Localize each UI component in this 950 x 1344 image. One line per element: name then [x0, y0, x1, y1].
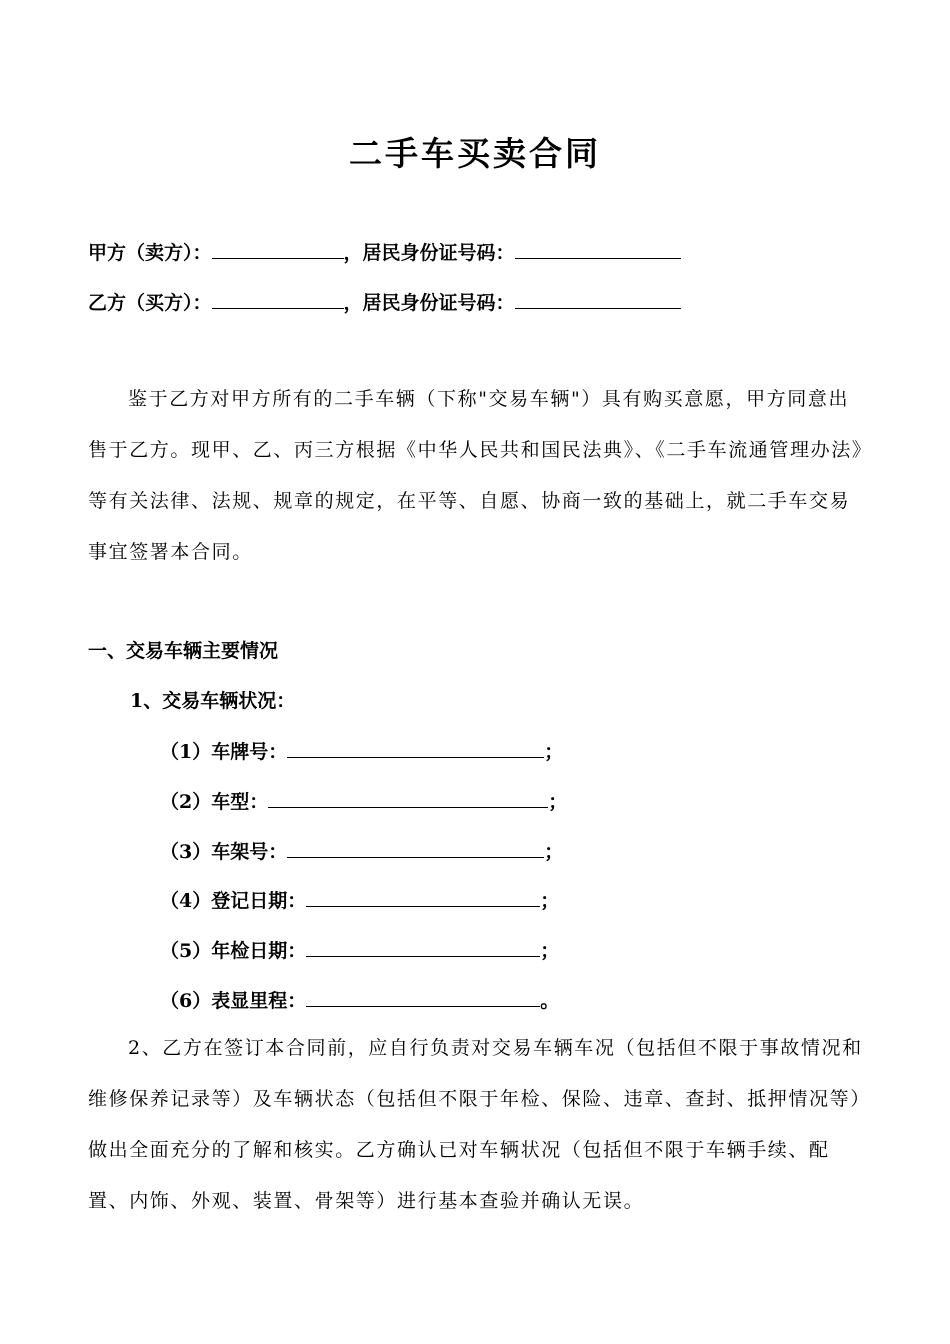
party-b-label: 乙方（买方）： [88, 292, 212, 314]
item-end: ； [540, 940, 560, 962]
party-a-name-blank[interactable] [212, 238, 344, 259]
section-heading: 一、交易车辆主要情况 [88, 640, 279, 662]
item-end: ； [540, 890, 560, 912]
preamble-text: 鉴于乙方对甲方所有的二手车辆（下称"交易车辆"）具有购买意愿，甲方同意出售于乙方。现甲、乙、丙三方根据《中华人民共和国民法典》、《二手车流通管理办法》等有关法律、法规、规章的规定，在平等、自愿、协商一致的基础上，就二手车交易事宜签署本合同。 [88, 388, 863, 563]
clause-2-text: 2、乙方在签订本合同前，应自行负责对交易车辆车况（包括但不限于事故情况和维修保养记录等）及车辆状态（包括但不限于年检、保险、违章、查封、抵押情况等）做出全面充分的了解和核实。乙方确认已对车辆状况（包括但不限于车辆手续、配置、内饰、外观、装置、骨架等）进行基本查验并确认无误。 [88, 1037, 863, 1212]
item-inspection-date [160, 936, 559, 963]
item-vin [160, 837, 563, 864]
item-label: （3）车架号： [160, 841, 288, 863]
party-b-id-label: ，居民身份证号码： [343, 292, 515, 314]
party-a-label: 甲方（卖方）： [88, 242, 212, 264]
party-a-id-blank[interactable] [515, 238, 681, 259]
item-model [160, 787, 567, 814]
registration-date-blank[interactable] [306, 886, 540, 907]
item-end: 。 [540, 990, 560, 1012]
plate-number-blank[interactable] [287, 737, 544, 758]
item-label: （4）登记日期： [160, 890, 307, 912]
inspection-date-blank[interactable] [306, 936, 540, 957]
subsection-heading: 1、交易车辆状况： [130, 690, 296, 712]
item-registration-date [160, 886, 559, 913]
item-end: ； [548, 791, 568, 813]
party-a-id-label: ，居民身份证号码： [343, 242, 515, 264]
party-a-line [88, 238, 681, 265]
item-label: （2）车型： [160, 791, 269, 813]
party-b-id-blank[interactable] [515, 288, 681, 309]
mileage-blank[interactable] [306, 986, 540, 1007]
party-b-line [88, 288, 681, 315]
item-label: （1）车牌号： [160, 741, 288, 763]
document-title: 二手车买卖合同 [349, 134, 601, 173]
item-plate-number [160, 737, 563, 764]
preamble-paragraph [88, 374, 868, 578]
item-label: （5）年检日期： [160, 940, 307, 962]
model-blank[interactable] [268, 787, 548, 808]
item-end: ； [544, 741, 564, 763]
clause-2-paragraph [88, 1023, 868, 1227]
party-b-name-blank[interactable] [212, 288, 344, 309]
item-end: ； [544, 841, 564, 863]
item-mileage [160, 986, 559, 1013]
vin-blank[interactable] [287, 837, 544, 858]
item-label: （6）表显里程： [160, 990, 307, 1012]
